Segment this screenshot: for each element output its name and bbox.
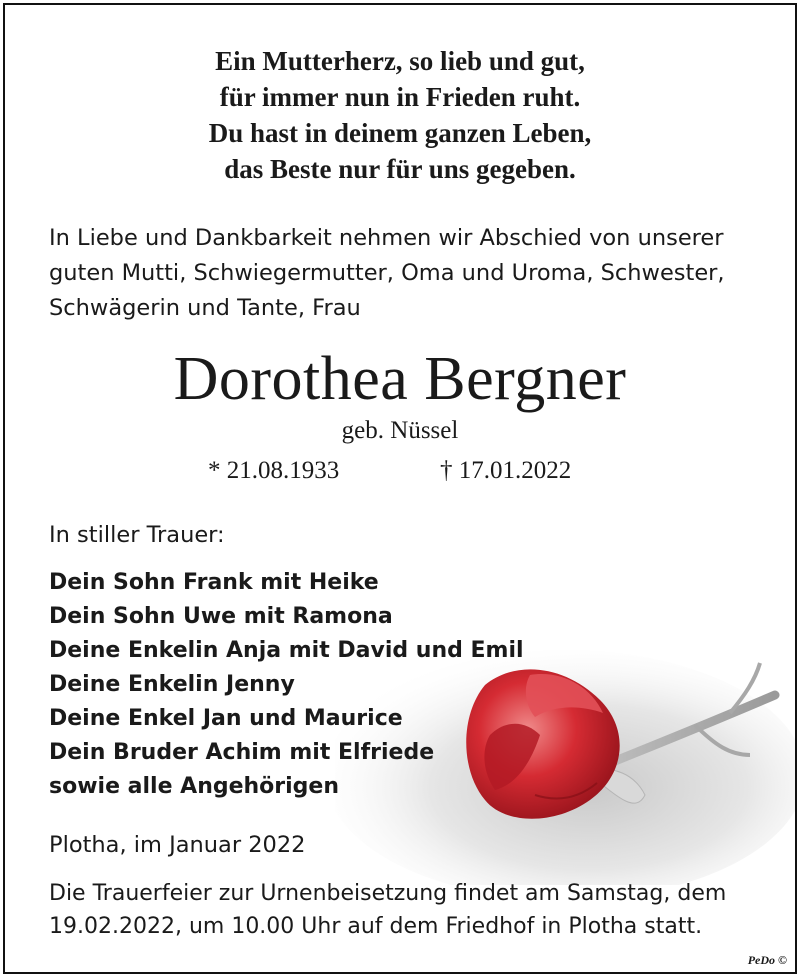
- list-item: Deine Enkelin Anja mit David und Emil: [49, 638, 524, 663]
- funeral-line: 19.02.2022, um 10.00 Uhr auf dem Friedhof in Plotha statt.: [49, 914, 703, 939]
- mourning-label: In stiller Trauer:: [49, 522, 225, 548]
- maiden-name: geb. Nüssel: [341, 417, 459, 444]
- poem-line: Du hast in deinem ganzen Leben,: [208, 118, 592, 148]
- list-item: Deine Enkelin Jenny: [49, 672, 295, 697]
- intro-text: [49, 221, 769, 326]
- poem-line: das Beste nur für uns gegeben.: [224, 154, 576, 184]
- list-item: Dein Sohn Frank mit Heike: [49, 570, 379, 595]
- intro-line: Schwägerin und Tante, Frau: [49, 295, 361, 321]
- list-item: Dein Bruder Achim mit Elfriede: [49, 740, 435, 765]
- poem-line: für immer nun in Frieden ruht.: [219, 82, 581, 112]
- family-list: [49, 566, 524, 804]
- list-item: sowie alle Angehörigen: [49, 774, 340, 799]
- funeral-line: Die Trauerfeier zur Urnenbeisetzung findet am Samstag, dem: [49, 881, 727, 906]
- memorial-poem: [5, 43, 795, 187]
- funeral-info: [49, 877, 726, 943]
- place-date: Plotha, im Januar 2022: [49, 832, 306, 858]
- intro-line: In Liebe und Dankbarkeit nehmen wir Abschied von unserer: [49, 225, 724, 251]
- deceased-name: Dorothea Bergner: [173, 345, 627, 413]
- obituary-notice: [3, 3, 797, 974]
- birth-date: * 21.08.1933: [208, 457, 340, 484]
- intro-line: guten Mutti, Schwiegermutter, Oma und Uroma, Schwester,: [49, 260, 725, 286]
- list-item: Deine Enkel Jan und Maurice: [49, 706, 403, 731]
- list-item: Dein Sohn Uwe mit Ramona: [49, 604, 393, 629]
- death-date: † 17.01.2022: [440, 457, 572, 484]
- credit-mark: PeDo ©: [747, 953, 787, 967]
- poem-line: Ein Mutterherz, so lieb und gut,: [215, 46, 585, 76]
